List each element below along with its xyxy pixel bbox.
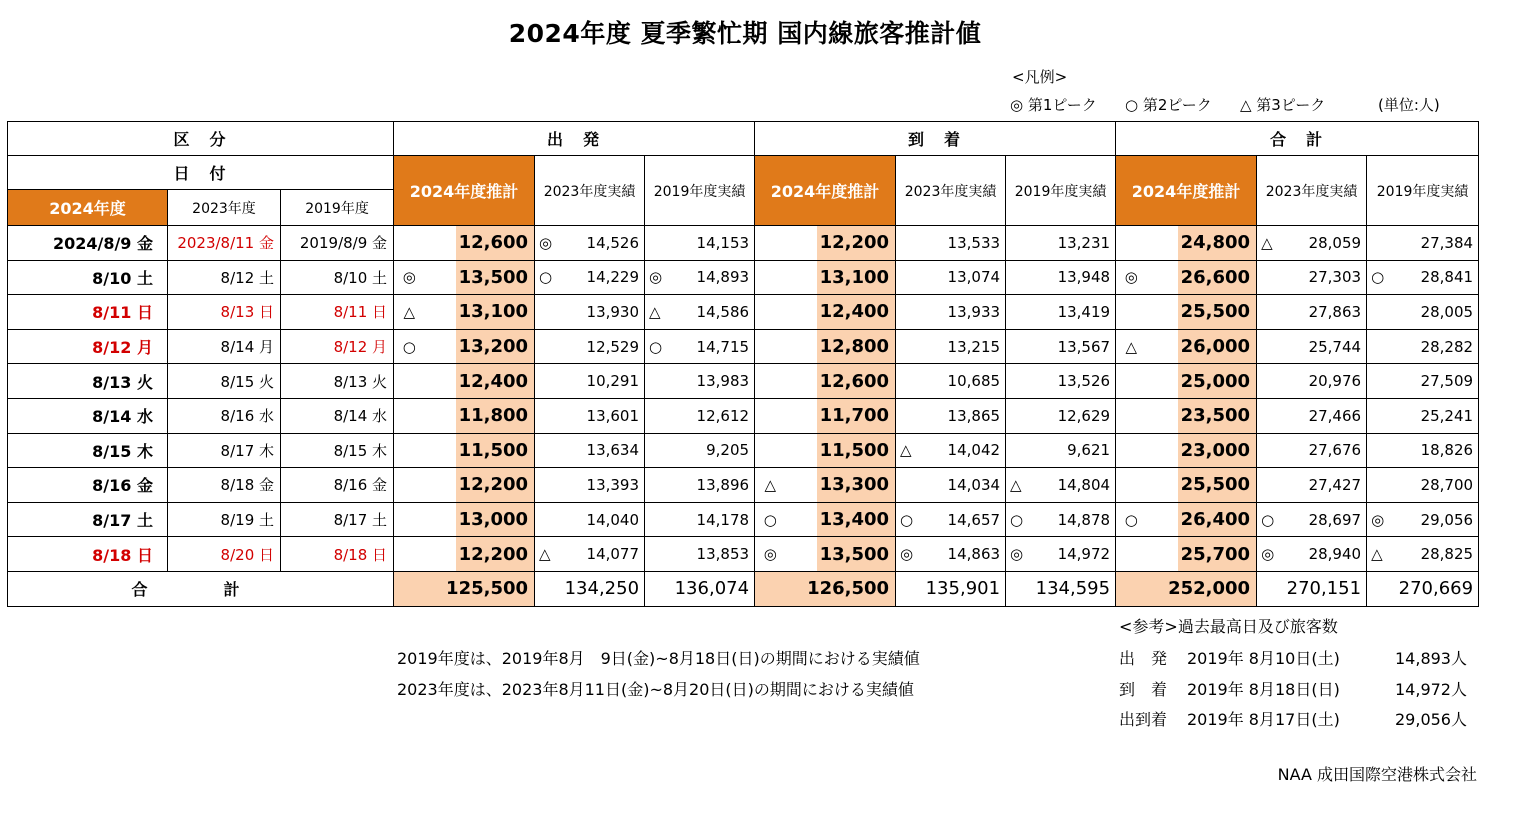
arr-2023-peak-mark: ○ [900, 510, 914, 529]
arr-2019-number: 12,629 [1057, 406, 1111, 425]
tot-2023-value [1257, 537, 1367, 572]
tot-2019-number: 28,825 [1420, 545, 1474, 564]
arr-act2023-header: 2023年度実績 [896, 156, 1006, 226]
tot-2023-number: 28,059 [1308, 233, 1362, 252]
tot-2019-number: 28,005 [1420, 302, 1474, 321]
table-row [8, 329, 1479, 364]
dep-2023-peak-mark: ○ [539, 268, 553, 287]
date-2023-cell: 8/18 金 [168, 468, 281, 503]
tot-2019-number: 18,826 [1420, 441, 1474, 460]
arr-2023-number: 10,685 [947, 372, 1001, 391]
dep-2019-value [645, 398, 755, 433]
legend [1010, 94, 1440, 115]
table-row [8, 295, 1479, 330]
tot-2024-value: 26,600 [1147, 260, 1257, 295]
tot-2023-value [1257, 398, 1367, 433]
arr-2019-number: 14,804 [1057, 475, 1111, 494]
dep-2019-number: 14,153 [696, 233, 750, 252]
dep-2023-number: 13,393 [586, 475, 640, 494]
dep-est2024-header: 2024年度推計 [394, 156, 535, 226]
arr-2019-number: 13,231 [1057, 233, 1111, 252]
tot-2019-number: 27,509 [1420, 372, 1474, 391]
arr-2024-value: 12,400 [786, 295, 896, 330]
tot-2019-value [1367, 226, 1479, 261]
arr-2023-number: 14,657 [947, 510, 1001, 529]
date-2019-cell: 8/15 木 [281, 433, 394, 468]
date-2024-cell: 8/12 月 [8, 329, 168, 364]
tot-2024-value: 25,500 [1147, 468, 1257, 503]
dep-2024-peak-mark [394, 226, 425, 261]
dep-2024-peak-mark [394, 468, 425, 503]
arr-2023-value [896, 329, 1006, 364]
arr-2019-value [1006, 502, 1116, 537]
tot-2024-total: 252,000 [1116, 571, 1257, 606]
legend-item-second-peak: ○ 第2ピーク [1125, 96, 1212, 114]
tot-2023-value [1257, 295, 1367, 330]
date-2019-cell: 8/10 土 [281, 260, 394, 295]
tot-2024-value: 25,500 [1147, 295, 1257, 330]
arr-2024-peak-mark [755, 364, 786, 399]
dep-2019-peak-mark: △ [649, 302, 661, 321]
tot-2019-number: 29,056 [1420, 510, 1474, 529]
tot-2023-value [1257, 329, 1367, 364]
tot-2019-value [1367, 364, 1479, 399]
total-header: 合 計 [1116, 122, 1479, 156]
dep-2023-total: 134,250 [535, 571, 645, 606]
tot-2024-peak-mark [1116, 433, 1147, 468]
arr-2019-value [1006, 364, 1116, 399]
arr-2019-number: 13,526 [1057, 372, 1111, 391]
table-row [8, 433, 1479, 468]
tot-2019-value [1367, 502, 1479, 537]
dep-2019-peak-mark: ◎ [649, 268, 663, 287]
arr-2019-value [1006, 433, 1116, 468]
arr-2019-value [1006, 260, 1116, 295]
arr-act2019-header: 2019年度実績 [1006, 156, 1116, 226]
arr-2023-value [896, 260, 1006, 295]
reference-date: 2019年 8月10日(土) [1187, 649, 1340, 668]
reference-row [1119, 707, 1467, 730]
date-2023-cell: 8/12 土 [168, 260, 281, 295]
date-2024-cell: 8/14 水 [8, 398, 168, 433]
tot-2019-number: 28,700 [1420, 475, 1474, 494]
arr-2023-value [896, 537, 1006, 572]
arr-2024-peak-mark [755, 226, 786, 261]
dep-2024-peak-mark: ○ [394, 329, 425, 364]
reference-value: 14,893人 [1395, 649, 1467, 668]
arr-2024-peak-mark: ◎ [755, 537, 786, 572]
tot-2023-peak-mark: △ [1261, 233, 1273, 252]
arr-2019-value [1006, 468, 1116, 503]
dep-2023-number: 13,930 [586, 302, 640, 321]
reference-date: 2019年 8月17日(土) [1187, 710, 1340, 729]
date-2024-cell: 8/18 日 [8, 537, 168, 572]
date-2023-cell: 8/14 月 [168, 329, 281, 364]
arr-2019-value [1006, 329, 1116, 364]
dep-2019-value [645, 295, 755, 330]
dep-2024-value: 11,800 [425, 398, 535, 433]
dep-2024-value: 13,200 [425, 329, 535, 364]
dep-2024-value: 11,500 [425, 433, 535, 468]
passenger-table-wrapper [7, 121, 1479, 607]
dep-2019-number: 13,896 [696, 475, 750, 494]
reference-label: 出到着 [1119, 710, 1168, 729]
arr-2024-peak-mark: ○ [755, 502, 786, 537]
date-2023-cell: 8/16 水 [168, 398, 281, 433]
tot-2019-value [1367, 537, 1479, 572]
arr-2023-value [896, 502, 1006, 537]
tot-2019-value [1367, 433, 1479, 468]
arr-2023-value [896, 295, 1006, 330]
arr-2019-value [1006, 537, 1116, 572]
tot-2024-value: 26,400 [1147, 502, 1257, 537]
year2019-header: 2019年度 [281, 190, 394, 226]
arr-2024-value: 13,100 [786, 260, 896, 295]
dep-2023-number: 14,229 [586, 268, 640, 287]
tot-2019-value [1367, 329, 1479, 364]
arr-2024-value: 13,400 [786, 502, 896, 537]
arr-2023-peak-mark: △ [900, 441, 912, 460]
arr-2024-peak-mark [755, 260, 786, 295]
dep-2023-number: 10,291 [586, 372, 640, 391]
tot-2023-total: 270,151 [1257, 571, 1367, 606]
arr-2023-number: 13,533 [947, 233, 1001, 252]
tot-2019-value [1367, 468, 1479, 503]
dep-2019-number: 14,586 [696, 302, 750, 321]
tot-2023-number: 25,744 [1308, 337, 1362, 356]
tot-2023-value [1257, 226, 1367, 261]
reference-date: 2019年 8月18日(日) [1187, 680, 1340, 699]
arr-2019-number: 9,621 [1067, 441, 1111, 460]
date-2024-cell: 8/16 金 [8, 468, 168, 503]
date-2019-cell: 8/16 金 [281, 468, 394, 503]
dep-2024-value: 13,100 [425, 295, 535, 330]
arr-2023-number: 14,034 [947, 475, 1001, 494]
arr-2019-peak-mark: △ [1010, 475, 1022, 494]
date-2023-cell: 8/20 日 [168, 537, 281, 572]
dep-2023-value [535, 364, 645, 399]
tot-2024-peak-mark: ○ [1116, 502, 1147, 537]
arr-2019-value [1006, 295, 1116, 330]
dep-2023-value [535, 468, 645, 503]
table-row [8, 502, 1479, 537]
dep-2023-value [535, 398, 645, 433]
arr-2023-number: 14,042 [947, 441, 1001, 460]
date-2019-cell: 8/12 月 [281, 329, 394, 364]
table-row [8, 226, 1479, 261]
date-2023-cell: 8/13 日 [168, 295, 281, 330]
tot-2024-peak-mark: ◎ [1116, 260, 1147, 295]
tot-2023-peak-mark: ◎ [1261, 545, 1275, 564]
reference-title: <参考>過去最高日及び旅客数 [1119, 617, 1338, 636]
dep-2023-number: 12,529 [586, 337, 640, 356]
company-name: NAA 成田国際空港株式会社 [1277, 765, 1477, 784]
arr-2023-number: 13,865 [947, 406, 1001, 425]
dep-2024-value: 12,200 [425, 468, 535, 503]
arr-2019-number: 14,878 [1057, 510, 1111, 529]
arr-2023-number: 13,074 [947, 268, 1001, 287]
arr-2024-value: 12,200 [786, 226, 896, 261]
table-row [8, 398, 1479, 433]
tot-2024-value: 23,500 [1147, 398, 1257, 433]
dep-2023-value [535, 295, 645, 330]
table-row [8, 364, 1479, 399]
tot-2023-value [1257, 260, 1367, 295]
tot-2019-number: 28,282 [1420, 337, 1474, 356]
tot-2023-number: 27,303 [1308, 268, 1362, 287]
dep-2023-number: 13,634 [586, 441, 640, 460]
date-2023-cell: 8/15 火 [168, 364, 281, 399]
table-row [8, 468, 1479, 503]
totals-label: 合 計 [8, 571, 394, 606]
tot-2023-value [1257, 364, 1367, 399]
note-2019: 2019年度は、2019年8月 9日(金)~8月18日(日)の期間における実績値 [397, 649, 920, 668]
tot-2019-number: 28,841 [1420, 268, 1474, 287]
tot-2023-number: 27,466 [1308, 406, 1362, 425]
arr-2023-number: 13,933 [947, 302, 1001, 321]
tot-2019-value [1367, 260, 1479, 295]
arr-2024-value: 12,600 [786, 364, 896, 399]
arr-2023-value [896, 468, 1006, 503]
dep-2019-number: 14,715 [696, 337, 750, 356]
dep-2019-value [645, 329, 755, 364]
arr-est2024-header: 2024年度推計 [755, 156, 896, 226]
tot-2019-peak-mark: ◎ [1371, 510, 1385, 529]
dep-2019-number: 14,893 [696, 268, 750, 287]
arr-2024-peak-mark [755, 398, 786, 433]
note-2023: 2023年度は、2023年8月11日(金)~8月20日(日)の期間における実績値 [397, 680, 914, 699]
reference-value: 29,056人 [1395, 710, 1467, 729]
arr-2023-number: 14,863 [947, 545, 1001, 564]
dep-2024-peak-mark [394, 398, 425, 433]
dep-2024-value: 12,600 [425, 226, 535, 261]
dep-2019-number: 9,205 [706, 441, 750, 460]
dep-act2023-header: 2023年度実績 [535, 156, 645, 226]
dep-2024-peak-mark [394, 537, 425, 572]
reference-label: 到 着 [1119, 680, 1168, 699]
dep-2023-value [535, 502, 645, 537]
date-2024-cell: 8/13 火 [8, 364, 168, 399]
tot-2023-value [1257, 433, 1367, 468]
date-2019-cell: 8/18 日 [281, 537, 394, 572]
arr-2024-peak-mark [755, 295, 786, 330]
tot-2024-value: 24,800 [1147, 226, 1257, 261]
arr-2023-value [896, 433, 1006, 468]
table-row [8, 537, 1479, 572]
legend-item-third-peak: △ 第3ピーク [1240, 96, 1326, 114]
dep-2023-peak-mark: △ [539, 545, 551, 564]
dep-2019-peak-mark: ○ [649, 337, 663, 356]
date-2023-cell: 2023/8/11 金 [168, 226, 281, 261]
reference-value: 14,972人 [1395, 680, 1467, 699]
dep-2024-value: 13,500 [425, 260, 535, 295]
tot-2023-number: 28,940 [1308, 545, 1362, 564]
tot-2024-value: 25,700 [1147, 537, 1257, 572]
tot-act2023-header: 2023年度実績 [1257, 156, 1367, 226]
tot-2024-peak-mark [1116, 537, 1147, 572]
date-2019-cell: 2019/8/9 金 [281, 226, 394, 261]
dep-2019-value [645, 364, 755, 399]
arr-2024-value: 13,300 [786, 468, 896, 503]
date-2024-cell: 8/11 日 [8, 295, 168, 330]
tot-2023-number: 27,863 [1308, 302, 1362, 321]
reference-row [1119, 677, 1467, 700]
dep-2024-peak-mark [394, 502, 425, 537]
dep-2019-number: 13,853 [696, 545, 750, 564]
dep-2019-total: 136,074 [645, 571, 755, 606]
tot-2023-value [1257, 468, 1367, 503]
arr-2024-peak-mark [755, 433, 786, 468]
tot-2023-number: 27,676 [1308, 441, 1362, 460]
arr-2023-total: 135,901 [896, 571, 1006, 606]
reference-label: 出 発 [1119, 649, 1168, 668]
arr-2023-value [896, 226, 1006, 261]
dep-2023-value [535, 433, 645, 468]
tot-2024-peak-mark [1116, 468, 1147, 503]
dep-2023-number: 14,077 [586, 545, 640, 564]
dep-2019-value [645, 260, 755, 295]
dep-2019-number: 14,178 [696, 510, 750, 529]
passenger-table [7, 121, 1479, 607]
dep-2019-value [645, 502, 755, 537]
tot-2024-peak-mark [1116, 295, 1147, 330]
year2023-header: 2023年度 [168, 190, 281, 226]
tot-act2019-header: 2019年度実績 [1367, 156, 1479, 226]
tot-2019-total: 270,669 [1367, 571, 1479, 606]
arr-2019-peak-mark: ○ [1010, 510, 1024, 529]
arr-2024-total: 126,500 [755, 571, 896, 606]
dep-2024-value: 12,400 [425, 364, 535, 399]
dep-2019-value [645, 226, 755, 261]
arr-2024-value: 12,800 [786, 329, 896, 364]
arrival-header: 到 着 [755, 122, 1116, 156]
page-title: 2024年度 夏季繁忙期 国内線旅客推計値 [508, 19, 982, 48]
arr-2023-peak-mark: ◎ [900, 545, 914, 564]
arr-2024-value: 11,700 [786, 398, 896, 433]
tot-2019-number: 27,384 [1420, 233, 1474, 252]
tot-2024-peak-mark [1116, 398, 1147, 433]
date-2019-cell: 8/13 火 [281, 364, 394, 399]
tot-2023-number: 20,976 [1308, 372, 1362, 391]
dep-2019-value [645, 433, 755, 468]
arr-2024-value: 11,500 [786, 433, 896, 468]
date-2023-cell: 8/19 土 [168, 502, 281, 537]
tot-2024-peak-mark [1116, 226, 1147, 261]
tot-2024-value: 26,000 [1147, 329, 1257, 364]
dep-2023-value [535, 329, 645, 364]
dep-2024-peak-mark [394, 433, 425, 468]
tot-2023-number: 28,697 [1308, 510, 1362, 529]
arr-2023-value [896, 398, 1006, 433]
dep-2023-number: 14,040 [586, 510, 640, 529]
tot-2024-peak-mark [1116, 364, 1147, 399]
legend-item-first-peak: ◎ 第1ピーク [1010, 96, 1097, 114]
tot-2023-number: 27,427 [1308, 475, 1362, 494]
arr-2019-number: 13,419 [1057, 302, 1111, 321]
tot-2019-peak-mark: △ [1371, 545, 1383, 564]
totals-row [8, 571, 1479, 606]
tot-2019-value [1367, 398, 1479, 433]
dep-2024-peak-mark [394, 364, 425, 399]
arr-2019-value [1006, 398, 1116, 433]
tot-2019-peak-mark: ○ [1371, 268, 1385, 287]
table-row [8, 260, 1479, 295]
dep-2024-peak-mark: ◎ [394, 260, 425, 295]
dep-2019-number: 12,612 [696, 406, 750, 425]
arr-2019-value [1006, 226, 1116, 261]
dep-2024-total: 125,500 [394, 571, 535, 606]
date-2024-cell: 8/10 土 [8, 260, 168, 295]
arr-2024-peak-mark: △ [755, 468, 786, 503]
arr-2023-value [896, 364, 1006, 399]
arr-2019-number: 13,948 [1057, 268, 1111, 287]
tot-2024-value: 23,000 [1147, 433, 1257, 468]
departure-header: 出 発 [394, 122, 755, 156]
tot-2019-number: 25,241 [1420, 406, 1474, 425]
dep-2019-number: 13,983 [696, 372, 750, 391]
arr-2019-number: 13,567 [1057, 337, 1111, 356]
year2024-header: 2024年度 [8, 190, 168, 226]
date-2024-cell: 8/15 木 [8, 433, 168, 468]
date-2024-cell: 8/17 土 [8, 502, 168, 537]
arr-2019-peak-mark: ◎ [1010, 545, 1024, 564]
tot-2024-peak-mark: △ [1116, 329, 1147, 364]
date-2019-cell: 8/17 土 [281, 502, 394, 537]
arr-2024-value: 13,500 [786, 537, 896, 572]
dep-2023-value [535, 260, 645, 295]
tot-est2024-header: 2024年度推計 [1116, 156, 1257, 226]
dep-2019-value [645, 468, 755, 503]
dep-2024-value: 12,200 [425, 537, 535, 572]
dep-2023-value [535, 226, 645, 261]
section-header: 区 分 [8, 122, 394, 156]
dep-2023-value [535, 537, 645, 572]
tot-2023-value [1257, 502, 1367, 537]
tot-2023-peak-mark: ○ [1261, 510, 1275, 529]
date-2024-cell: 2024/8/9 金 [8, 226, 168, 261]
arr-2019-number: 14,972 [1057, 545, 1111, 564]
unit-label: (単位:人) [1378, 96, 1440, 114]
date-2019-cell: 8/14 水 [281, 398, 394, 433]
dep-2019-value [645, 537, 755, 572]
legend-title: <凡例> [1012, 68, 1068, 86]
dep-2023-peak-mark: ◎ [539, 233, 553, 252]
tot-2024-value: 25,000 [1147, 364, 1257, 399]
tot-2019-value [1367, 295, 1479, 330]
arr-2019-total: 134,595 [1006, 571, 1116, 606]
dep-2024-peak-mark: △ [394, 295, 425, 330]
dep-2023-number: 14,526 [586, 233, 640, 252]
date-header: 日 付 [8, 156, 394, 190]
dep-2023-number: 13,601 [586, 406, 640, 425]
dep-2024-value: 13,000 [425, 502, 535, 537]
date-2023-cell: 8/17 木 [168, 433, 281, 468]
arr-2023-number: 13,215 [947, 337, 1001, 356]
reference-row [1119, 646, 1467, 669]
arr-2024-peak-mark [755, 329, 786, 364]
date-2019-cell: 8/11 日 [281, 295, 394, 330]
dep-act2019-header: 2019年度実績 [645, 156, 755, 226]
